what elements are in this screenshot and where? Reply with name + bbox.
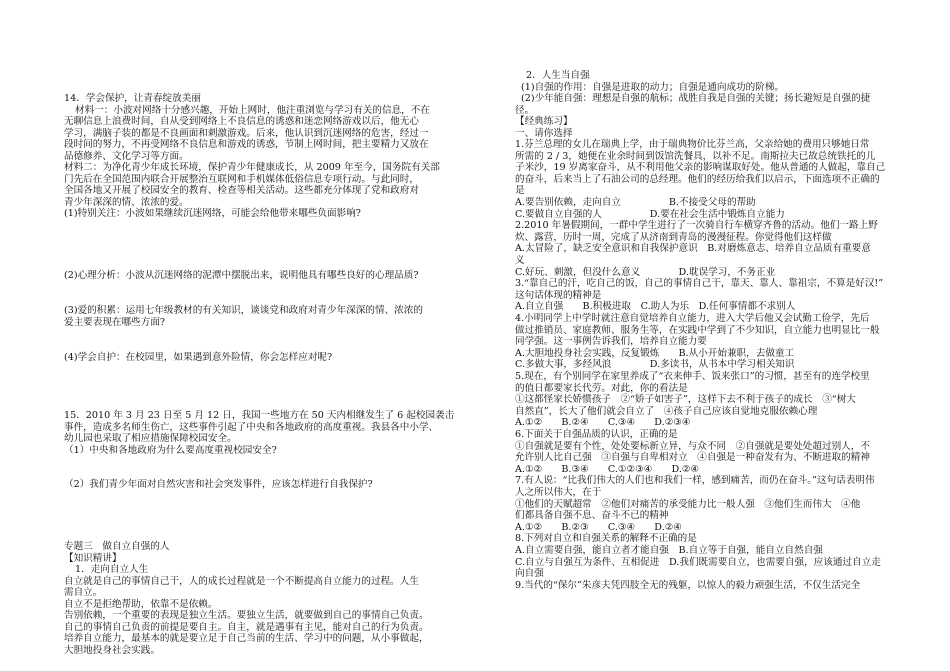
material-one-line: 材料一：小波对网络十分感兴趣，开始上网时，他注重浏览与学习有关的信息，不在 — [75, 105, 430, 116]
subquestion-3-cont: 爱主要表现在哪些方面? — [64, 317, 166, 328]
exercise-line: ①自强就是要有个性，处处要标新立异，与众不同 ②自强就是要处处超过别人，不 — [515, 440, 870, 452]
exercise-line: C.好玩、刺激，但没什么意义 D.耽误学习，不务正业 — [515, 266, 776, 278]
exercise-line: A.太冒险了，缺乏安全意识和自我保护意识 B.对磨炼意志、培养自立品质有重要意 — [515, 243, 871, 255]
topic-text-line: 告别依赖，一个重要的表现是独立生活。要独立生活，就要做到自己的事情自己负责。 — [64, 610, 429, 621]
exercise-line: 子米沙，19 岁离家奋斗，从不利用他父亲的影响谋取好处。他从普通的人做起，靠自己 — [515, 162, 886, 174]
exercise-line: A.①② B.③④ C.①②③④ D.②④ — [515, 463, 700, 475]
exercise-line: 1.芬兰总理的女儿在瑞典上学，由于瑞典物价比芬兰高，父亲给她的费用只够她日常 — [515, 139, 870, 150]
question-15-line: 15．2010 年 3 月 23 日至 5 月 12 日，我国一些地方在 50 天内相继发生了 6 起校园袭击 — [64, 410, 455, 421]
exercise-line: 同学强。这一事例告诉我们，培养自立能力要 — [515, 336, 707, 348]
exercise-line: 人之所以伟大，在于 — [515, 487, 602, 498]
exercise-line: A.自立需要自强，能自立者才能自强 B.自立等于自强，能自立自然自强 — [515, 545, 823, 556]
exercise-line: 义 — [515, 255, 525, 266]
exercise-line: 是 — [515, 185, 525, 197]
exercise-line: 炊、露营，历时一周，完成了从济南到青岛的漫漫征程。你觉得他们这样做 — [515, 231, 832, 243]
topic-text-line: 大胆地投身社会实践。 — [64, 645, 160, 656]
question-15-line: 事件，造成多名师生伤亡，这些事件引起了中央和各地政府的高度重视。我县各中小学、 — [64, 422, 439, 433]
material-one-line: 品德修养、文化学习等方面。 — [64, 151, 189, 162]
material-two-line: 全国各地又开展了校园安全的教育、检查等相关活动。这些都充分体现了党和政府对 — [64, 185, 419, 196]
exercise-line: 允许别人比自己强 ③自强与自卑相对立 ④自强是一种奋发有为、不断进取的精神 — [515, 452, 870, 464]
material-one-line: 学习，满脑子装的都是不良画面和刺激游戏。后来，他认识到沉迷网络的危害，经过一 — [64, 128, 429, 139]
topic-title: 专题三 做自立自强的人 — [64, 541, 170, 552]
exercise-line: ①这都怪家长娇惯孩子 ②“娇子如害子”，这样下去不利于孩子的成长 ③“树大 — [515, 394, 856, 406]
question-14-title: 14．学会保护，让青春绽放美丽 — [64, 93, 201, 104]
point-heading: 2．人生当自强 — [526, 70, 590, 81]
section-heading: 【经典练习】 — [515, 116, 573, 127]
exercise-line: C.多做大事，多经风浪 D.多读书，从书本中学习相关知识 — [515, 359, 795, 371]
material-two-line: 门先后在全国范围内联合开展整治互联网和手机媒体低俗信息专项行动。与此同时， — [64, 174, 419, 185]
question-15-subquestion-2: （2）我们青少年面对自然灾害和社会突发事件，应该怎样进行自我保护? — [64, 479, 373, 490]
subquestion-4: (4)学会自护：在校园里，如果遇到意外险情，你会怎样应对呢? — [64, 352, 333, 363]
exercise-line: 做过推销员、家庭教师、服务生等，在实践中学到了不少知识，自立能力也明显比一般 — [515, 324, 880, 336]
exercise-line: 4.小明同学上中学时就注意自觉培养自立能力，进入大学后他又会试勤工俭学，先后 — [515, 313, 870, 324]
exercise-line: 自然直”，长大了他们就会自立了 ④孩子自己应该自觉地克服依赖心理 — [515, 405, 818, 417]
exercise-line: 这句话体现的精神是 — [515, 289, 602, 301]
point-heading: 1．走向自立人生 — [75, 564, 149, 575]
exercise-line: 3.“靠自己的汗，吃自己的饭，自己的事情自己干，靠天、靠人、靠祖宗，不算是好汉!” — [515, 278, 884, 290]
exercise-line: ①他们的天赋超常 ②他们对痛苦的承受能力比一般人强 ③他们生而伟大 ④他 — [515, 498, 861, 510]
exercise-line: 7.有人说：“比我们伟大的人们也和我们一样，感到痛苦，而仍在奋斗。”这句话表明伟 — [515, 475, 875, 487]
exercise-line: 9.当代的“保尔”朱彦夫凭四肢全无的残躯，以惊人的毅力顽强生活，不仅生活完全 — [515, 579, 861, 591]
exercise-line: A.自立自强 B.积极进取 C.助人为乐 D.任何事情都不求别人 — [515, 301, 796, 313]
point-text-line: 径。 — [515, 105, 535, 116]
question-15-subquestion-1: （1）中央和各地政府为什么要高度重视校园安全? — [64, 445, 277, 456]
subquestion-3: (3)爱的积累：运用七年级教材的有关知识，谈谈党和政府对青少年深深的情、浓浓的 — [64, 305, 423, 316]
part-heading: 一、请你选择 — [515, 128, 573, 139]
section-heading: 【知识精讲】 — [64, 553, 122, 564]
material-two-line: 材料二：为净化青少年成长环境，保护青少年健康成长，从 2009 年至今，国务院有关部 — [64, 162, 440, 173]
subquestion-2: (2)心理分析：小波从沉迷网络的泥潭中摆脱出来，说明他具有哪些良好的心理品质? — [64, 270, 419, 281]
exercise-line: 们都具备自强不息、奋斗不已的精神 — [515, 510, 669, 522]
point-text-line: (1)自强的作用：自强是进取的动力；自强是通向成功的阶梯。 — [521, 82, 785, 93]
topic-text-line: 需自立。 — [64, 587, 103, 598]
exercise-line: 6.下面关于自强品质的认识，正确的是 — [515, 429, 678, 440]
topic-text-line: 培养自立能力，最基本的就是要立足于自己当前的生活、学习中的问题，从小事做起， — [64, 633, 429, 644]
exercise-line: A.①② B.②④ C.③④ D.②③④ — [515, 417, 691, 429]
material-one-line: 段时间的努力，不再受网络不良信息和游戏的诱惑，节制上网时间，把主要精力又放在 — [64, 139, 429, 150]
exercise-line: 的值日都要家长代劳。对此，你的看法是 — [515, 382, 688, 394]
exercise-line: C.自立与自强互为条件、互相促进 D.我们既需要自立，也需要自强，应该通过自立走 — [515, 556, 881, 568]
exercise-line: 8.下列对自立和自强关系的解释不正确的是 — [515, 533, 697, 545]
material-two-line: 青少年深深的情、浓浓的爱。 — [64, 197, 189, 208]
question-15-line: 幼儿园也采取了相应措施保障校园安全。 — [64, 433, 237, 444]
exercise-line: 5.现在，有个别同学在家里养成了“衣来伸手、饭来张口”的习惯，甚至有的连学校里 — [515, 371, 870, 382]
topic-text-line: 自己的事情自己负责的前提是要自主。自主，就是遇事有主见，能对自己的行为负责。 — [64, 622, 429, 633]
exercise-line: 2.2010 年暑假期间，一群中学生进行了一次骑自行车横穿齐鲁的活动。他们一路上野 — [515, 220, 878, 232]
exercise-line: 向自强 — [515, 568, 544, 580]
subquestion-1: (1)特别关注：小波如果继续沉迷网络，可能会给他带来哪些负面影响? — [64, 208, 361, 219]
exercise-line: A.①② B.②③ C.③④ D.②④ — [515, 521, 682, 533]
exercise-line: 的奋斗，后来当上了石油公司的总经理。他们的经历给我们以启示，下面选项不正确的 — [515, 173, 880, 185]
point-text-line: (2)少年能自强：理想是自强的航标；战胜自我是自强的关键；扬长避短是自强的捷 — [521, 93, 871, 104]
material-one-line: 无聊信息上浪费时间，自从受到网络上不良信息的诱惑和迷恋网络游戏以后，他无心 — [64, 116, 419, 127]
exercise-line: C.要做自立自强的人 D.要在社会生活中锻炼自立能力 — [515, 208, 785, 220]
exercise-line: A.大胆地投身社会实践，反复锻炼 B.从小开始兼职，去做童工 — [515, 347, 795, 359]
topic-text-line: 自立不是拒绝帮助，依靠不是依赖。 — [64, 599, 218, 610]
exercise-line: A.要告别依赖，走向自立 B.不接受父母的帮助 — [515, 197, 756, 208]
topic-text-line: 自立就是自己的事情自己干，人的成长过程就是一个不断提高自立能力的过程。人生 — [64, 576, 419, 587]
exercise-line: 所需的 2 / 3，她便在业余时间到饭馆洗餐具，以补不足。南斯拉夫已故总统铁托的儿 — [515, 150, 876, 162]
